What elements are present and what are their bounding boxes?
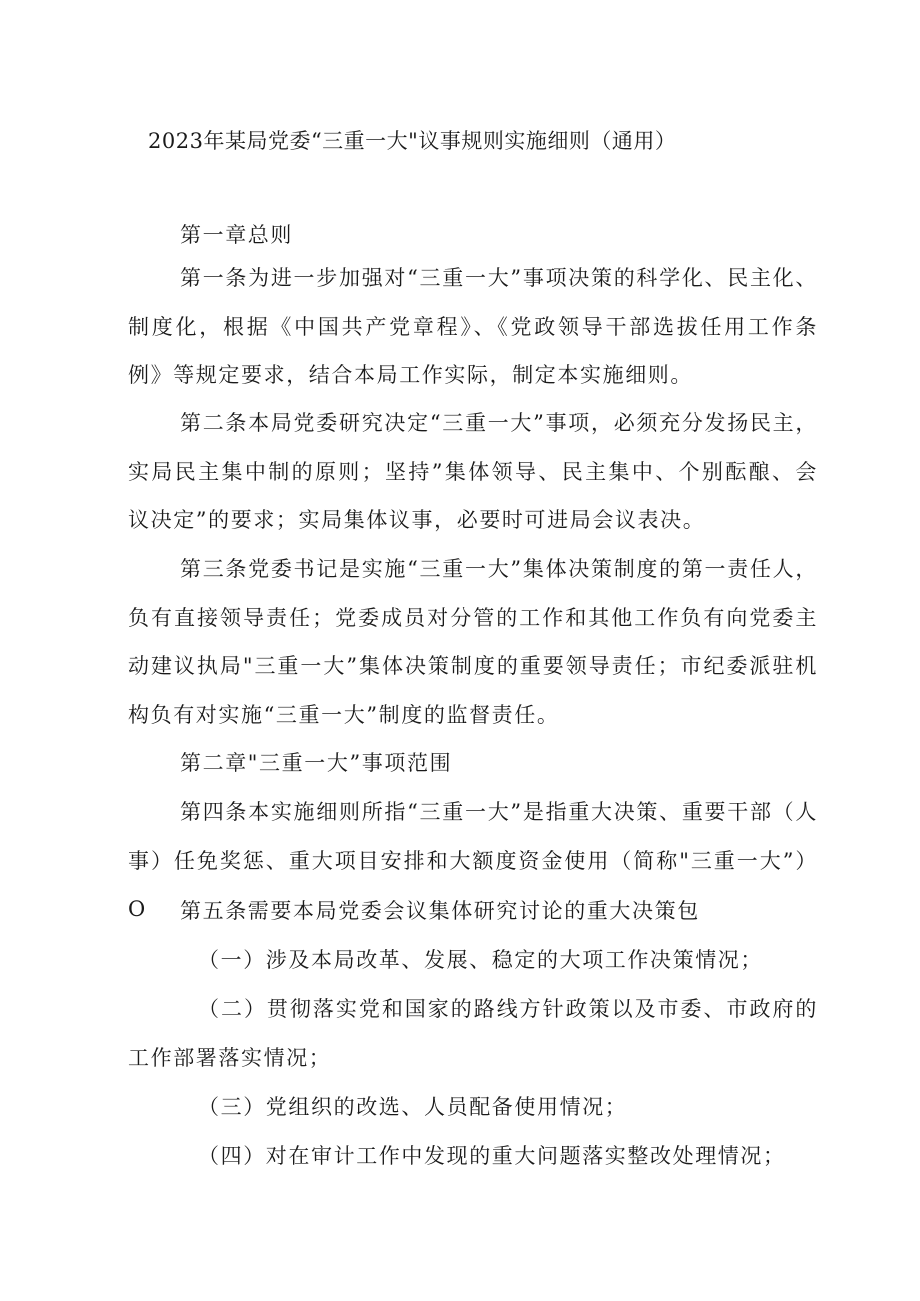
list-item-4: （四）对在审计工作中发现的重大问题落实整改处理情况；: [198, 1144, 786, 1168]
chapter-1-heading: 第一章总则: [180, 223, 293, 247]
article-4: 第四条本实施细则所指“三重一大”是指重大决策、重要干部（人事）任免奖惩、重大项目安排和大额度资金使用（简称"三重一大”）O: [128, 800, 818, 921]
chapter-2-heading: 第二章"三重一大”事项范围: [180, 751, 453, 775]
document-title: 2023年某局党委“三重一大"议事规则实施细则（通用）: [148, 129, 677, 153]
list-item-3: （三）党组织的改选、人员配备使用情况；: [198, 1095, 628, 1119]
article-3: 第三条党委书记是实施“三重一大”集体决策制度的第一责任人，负有直接领导责任；党委成员对分管的工作和其他工作负有向党委主动建议执局"三重一大”集体决策制度的重要领导责任；市纪委派驻机构负有对实施“三重一大”制度的监督责任。: [128, 557, 818, 727]
article-1: 第一条为进一步加强对“三重一大”事项决策的科学化、民主化、制度化，根据《中国共产党章程》、《党政领导干部选拔任用工作条例》等规定要求，结合本局工作实际，制定本实施细则。: [128, 266, 818, 387]
article-2: 第二条本局党委研究决定“三重一大”事项，必须充分发扬民主，实局民主集中制的原则；坚持”集体领导、民主集中、个别酝酿、会议决定”的要求；实局集体议事，必要时可进局会议表决。: [128, 411, 818, 532]
list-item-2: （二）贯彻落实党和国家的路线方针政策以及市委、市政府的工作部署落实情况；: [128, 997, 818, 1070]
article-5: 第五条需要本局党委会议集体研究讨论的重大决策包: [180, 899, 700, 923]
list-item-1: （一）涉及本局改革、发展、稳定的大项工作决策情况；: [198, 948, 763, 972]
